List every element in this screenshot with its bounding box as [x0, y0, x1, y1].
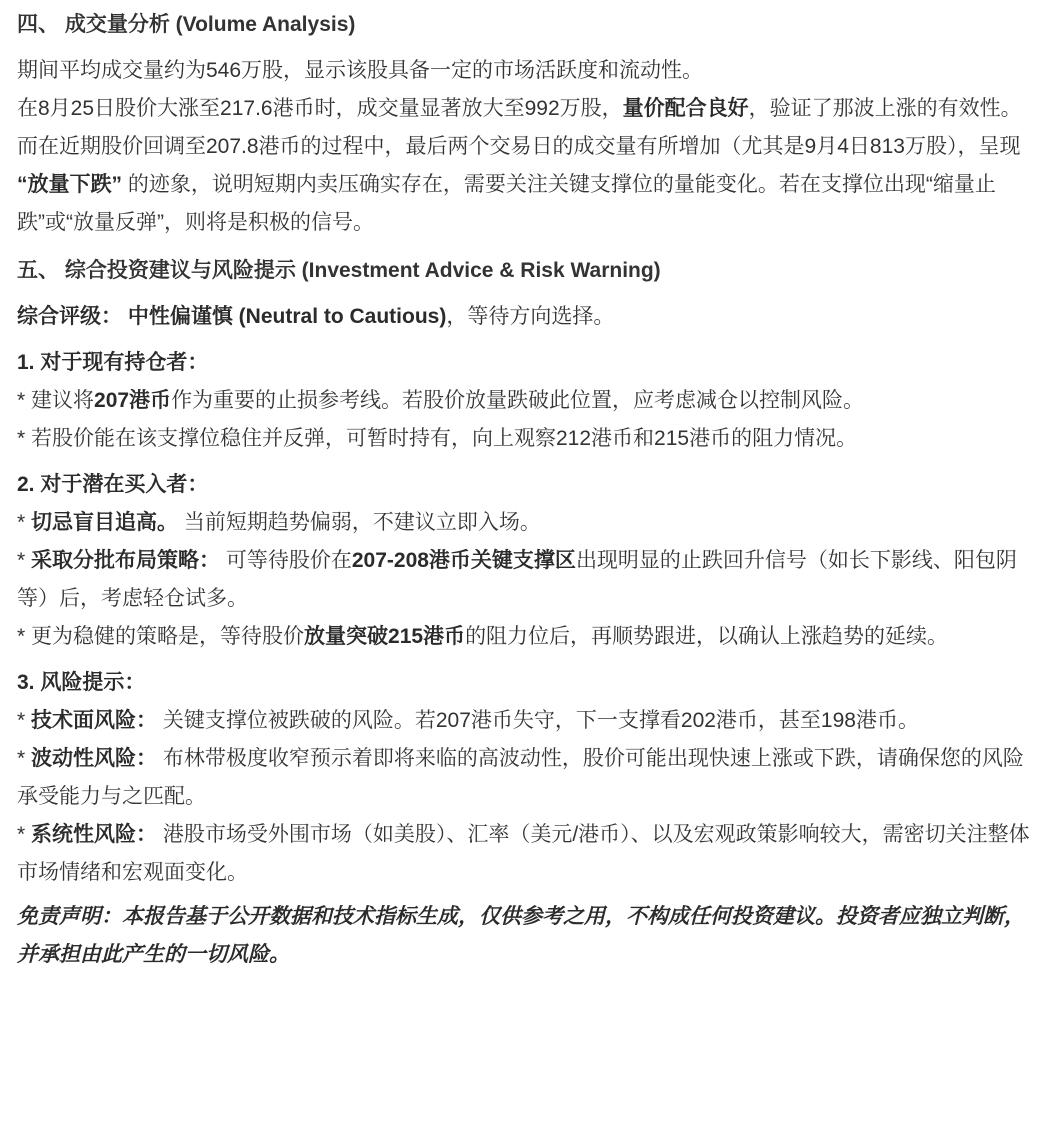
- emphasis: 放量突破215港币: [304, 625, 466, 648]
- list-item: [17, 618, 1037, 656]
- buyers-block: [17, 466, 1037, 656]
- volume-analysis-section: [17, 6, 1037, 242]
- text: 的阻力位后，再顺势跟进，以确认上涨趋势的延续。: [465, 625, 949, 648]
- text: *: [17, 549, 32, 572]
- text: 在8月25日股价大涨至217.6港币时，成交量显著放大至992万股，: [17, 97, 623, 120]
- investment-advice-section: [17, 252, 1037, 974]
- emphasis: 量价配合良好: [622, 97, 749, 120]
- emphasis: 采取分批布局策略：: [31, 549, 221, 572]
- risks-title: 3. 风险提示：: [17, 671, 146, 694]
- recent-pullback-paragraph: [17, 128, 1037, 242]
- section-heading-volume: 四、 成交量分析 (Volume Analysis): [17, 13, 356, 36]
- rating-value: 中性偏谨慎 (Neutral to Cautious): [127, 305, 447, 328]
- text: * 建议将: [17, 389, 95, 412]
- emphasis: 系统性风险：: [31, 823, 158, 846]
- buyers-title: 2. 对于潜在买入者：: [17, 473, 209, 496]
- list-item: [17, 702, 1037, 740]
- text: ，等待方向选择。: [446, 305, 615, 328]
- list-item: [17, 816, 1037, 892]
- text: *: [17, 709, 32, 732]
- overall-rating: [17, 298, 1037, 336]
- emphasis: 207-208港币关键支撑区: [351, 549, 576, 572]
- list-item: [17, 382, 1037, 420]
- text: 港股市场受外围市场（如美股）、汇率（美元/港币）、以及宏观政策影响较大，需密切关注整体市场情绪和宏观面变化。: [17, 823, 1030, 884]
- text: 出现明显的止跌回升信号（如长下影线、阳包阴等）后，考虑轻仓试多。: [17, 549, 1017, 610]
- text: 可等待股价在: [220, 549, 352, 572]
- emphasis: “放量下跌”: [17, 173, 122, 196]
- list-item: [17, 504, 1037, 542]
- list-item: * 若股价能在该支撑位稳住并反弹，可暂时持有，向上观察212港币和215港币的阻力情况。: [17, 427, 858, 450]
- text: 关键支撑位被跌破的风险。若207港币失守，下一支撑看202港币，甚至198港币。: [157, 709, 919, 732]
- text: 作为重要的止损参考线。若股价放量跌破此位置，应考虑减仓以控制风险。: [171, 389, 865, 412]
- text: 的迹象，说明短期内卖压确实存在，需要关注关键支撑位的量能变化。若在支撑位出现“缩量止跌”或“放量反弹”，则将是积极的信号。: [17, 173, 996, 234]
- average-volume-paragraph: 期间平均成交量约为546万股，显示该股具备一定的市场活跃度和流动性。: [17, 59, 704, 82]
- text: * 更为稳健的策略是，等待股价: [17, 625, 305, 648]
- emphasis: 207港币: [94, 389, 172, 412]
- disclaimer: 免责声明：本报告基于公开数据和技术指标生成，仅供参考之用，不构成任何投资建议。投资者应独立判断，并承担由此产生的一切风险。: [17, 905, 1025, 966]
- holders-title: 1. 对于现有持仓者：: [17, 351, 209, 374]
- holders-block: [17, 344, 1037, 458]
- text: 而在近期股价回调至207.8港币的过程中，最后两个交易日的成交量有所增加（尤其是9月4日813万股），呈现: [17, 135, 1021, 158]
- text: ，验证了那波上涨的有效性。: [748, 97, 1022, 120]
- list-item: [17, 542, 1037, 618]
- volume-surge-paragraph: [17, 90, 1037, 128]
- rating-label: 综合评级：: [17, 305, 122, 328]
- emphasis: 技术面风险：: [31, 709, 158, 732]
- text: *: [17, 747, 32, 770]
- emphasis: 波动性风险：: [31, 747, 158, 770]
- emphasis: 切忌盲目追高。: [31, 511, 179, 534]
- text: 当前短期趋势偏弱，不建议立即入场。: [178, 511, 541, 534]
- text: *: [17, 823, 32, 846]
- list-item: [17, 740, 1037, 816]
- section-heading-advice: 五、 综合投资建议与风险提示 (Investment Advice & Risk Warning): [17, 259, 661, 282]
- text: 布林带极度收窄预示着即将来临的高波动性，股价可能出现快速上涨或下跌，请确保您的风险承受能力与之匹配。: [17, 747, 1024, 808]
- risks-block: [17, 664, 1037, 892]
- text: *: [17, 511, 32, 534]
